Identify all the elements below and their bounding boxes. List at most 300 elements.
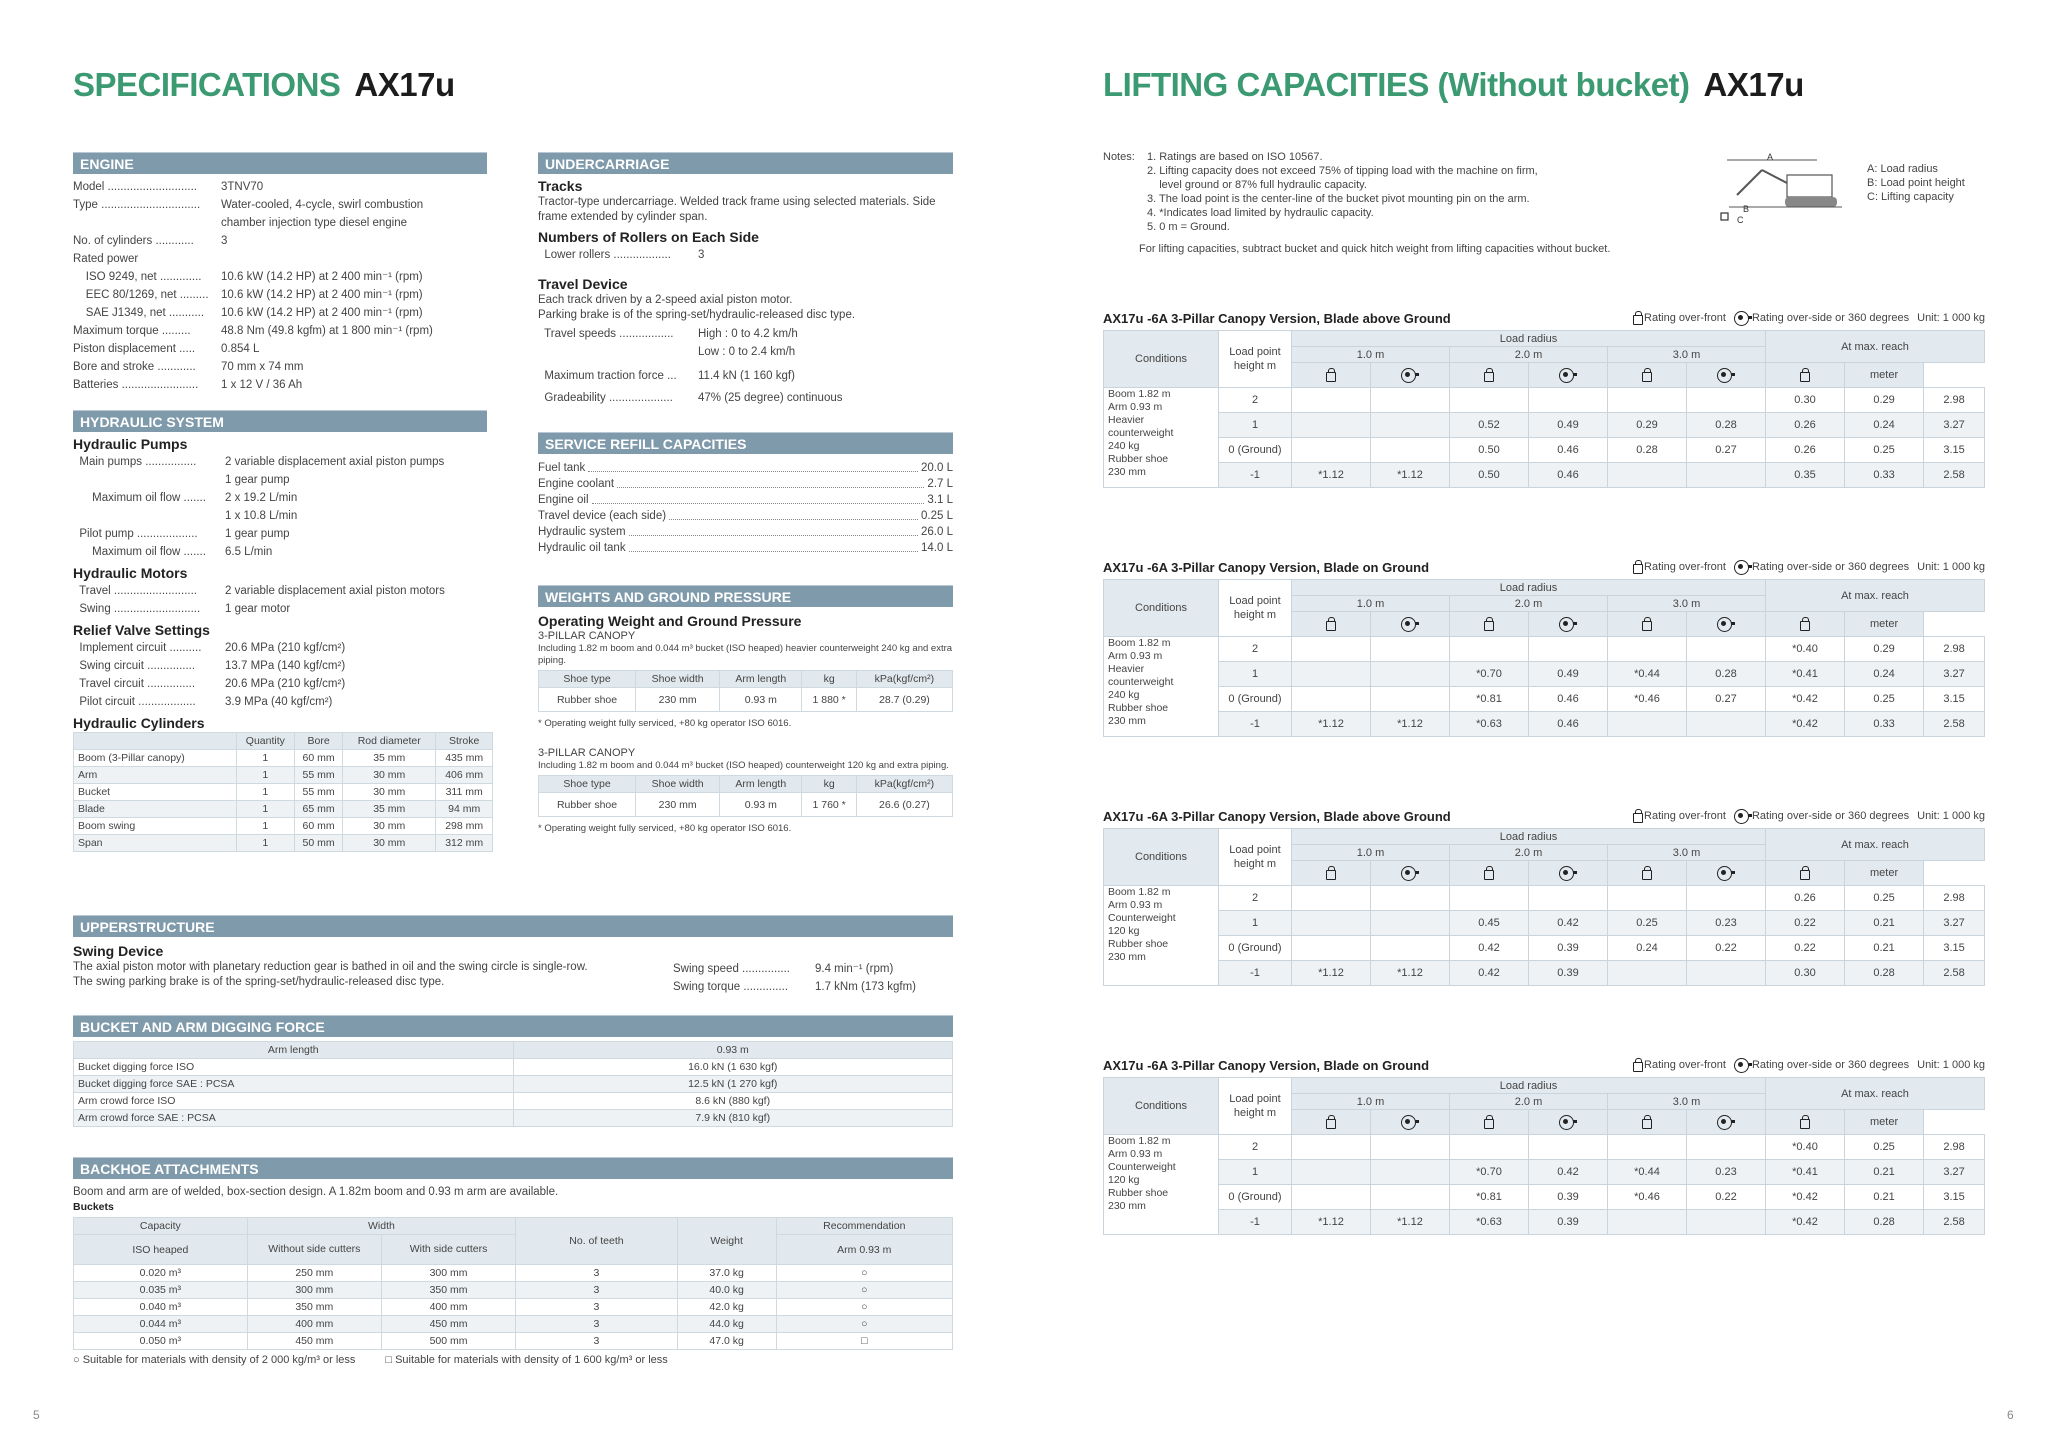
cyl-cell: Blade: [74, 801, 237, 818]
conditions-header: Conditions: [1104, 829, 1219, 886]
notes-lines: [1147, 150, 1707, 240]
capacity-cell: 3.27: [1924, 413, 1985, 438]
capacity-cell: 0.29: [1608, 413, 1687, 438]
table-header-row: [539, 671, 953, 688]
unit-label: Unit: 1 000 kg: [1917, 312, 1985, 324]
capacity-cell: 2.98: [1924, 637, 1985, 662]
capacity-cell: *1.12: [1371, 463, 1450, 488]
radius-header: 1.0 m: [1292, 347, 1450, 363]
spec-label: Main pumps ................: [73, 456, 197, 468]
over-side-icon: [1401, 617, 1419, 631]
load-radius-header: Load radius: [1292, 580, 1766, 596]
upperstructure-section: [73, 915, 953, 996]
spec-row: [538, 343, 953, 361]
capacity-cell: *1.12: [1292, 1210, 1371, 1235]
capacity-cell: 0.42: [1450, 961, 1529, 986]
table-row: [74, 1333, 953, 1350]
h-rec: Recommendation: [776, 1218, 952, 1235]
weight-cell: Rubber shoe: [539, 688, 636, 712]
over-side-icon-tab: [1415, 1120, 1419, 1123]
over-side-icon-tab: [1748, 814, 1752, 817]
spec-value: 70 mm x 74 mm: [221, 361, 304, 373]
spec-label: SAE J1349, net ...........: [73, 307, 205, 319]
spec-label: Lower rollers ..................: [538, 249, 671, 261]
bucket-cell: 300 mm: [247, 1282, 381, 1299]
capacity-cell: [1292, 388, 1371, 413]
refill-label: Engine coolant: [538, 478, 615, 490]
table-row: [74, 767, 493, 784]
spec-row: [73, 525, 487, 543]
tracks-title: Tracks: [538, 178, 583, 194]
condition-line: 230 mm: [1108, 951, 1146, 963]
capacity-cell: 0.25: [1845, 438, 1924, 463]
table-row: [74, 835, 493, 852]
relief-rows: [73, 639, 487, 711]
digging-section: [73, 1015, 953, 1127]
weight-cell: Rubber shoe: [539, 793, 636, 817]
h-iso: ISO heaped: [74, 1235, 248, 1265]
bucket-cell: ○: [776, 1316, 952, 1333]
radius-header: 3.0 m: [1608, 1094, 1766, 1110]
refill-label: Engine oil: [538, 494, 589, 506]
note-line: level ground or 87% full hydraulic capacity.: [1147, 179, 1367, 191]
load-point-cell: -1: [1219, 712, 1292, 737]
capacity-cell: *0.46: [1608, 1185, 1687, 1210]
capacity-cell: *0.42: [1766, 1185, 1845, 1210]
capacity-cell: 0.24: [1845, 413, 1924, 438]
spec-label: Travel speeds .................: [538, 328, 674, 340]
condition-line: Rubber shoe: [1108, 1187, 1169, 1199]
digging-value: 16.0 kN (1 630 kgf): [513, 1059, 953, 1076]
over-front-col: [1292, 612, 1371, 637]
bucket-cell: 37.0 kg: [677, 1265, 776, 1282]
table-row: [1104, 911, 1985, 936]
spec-row: [73, 693, 487, 711]
bucket-cell: 450 mm: [247, 1333, 381, 1350]
lift-table: [1103, 828, 1985, 986]
rating-front-label: Rating over-front: [1644, 311, 1726, 324]
table-row: [74, 1299, 953, 1316]
capacity-cell: [1450, 637, 1529, 662]
table-row: [74, 1076, 953, 1093]
capacity-cell: [1450, 1135, 1529, 1160]
conditions-cell: [1104, 637, 1219, 737]
load-point-cell: 0 (Ground): [1219, 936, 1292, 961]
refill-value: 14.0 L: [921, 542, 953, 554]
condition-line: 230 mm: [1108, 466, 1146, 478]
h-arm: Arm 0.93 m: [776, 1235, 952, 1265]
capacity-cell: [1608, 1210, 1687, 1235]
capacity-cell: [1292, 936, 1371, 961]
capacity-cell: [1687, 388, 1766, 413]
weight-block-name: 3-PILLAR CANOPY: [538, 630, 636, 642]
spec-value: 20.6 MPa (210 kgf/cm²): [225, 642, 346, 654]
condition-line: Rubber shoe: [1108, 702, 1169, 714]
digging-table: [73, 1041, 953, 1127]
weight-header-cell: Shoe type: [539, 776, 636, 793]
condition-line: Counterweight: [1108, 912, 1176, 924]
swing-text-1: The axial piston motor with planetary reduction gear is bathed in oil and the swing circle is single-row.: [73, 961, 588, 973]
spec-label: [73, 471, 225, 489]
capacity-cell: *0.81: [1450, 687, 1529, 712]
table-row: [74, 1059, 953, 1076]
over-side-icon-tab: [1573, 1120, 1577, 1123]
weight-header-cell: Arm length: [720, 671, 802, 688]
bucket-cell: 350 mm: [381, 1282, 515, 1299]
over-side-icon-tab: [1731, 1120, 1735, 1123]
over-front-icon: [1326, 1115, 1337, 1129]
spec-row: [73, 453, 487, 471]
cyl-cell: Boom swing: [74, 818, 237, 835]
spec-row: [538, 389, 953, 407]
table-row: [74, 1265, 953, 1282]
excavator-diagram: [1707, 150, 1857, 240]
cyl-cell: 1: [236, 767, 294, 784]
meter-header: meter: [1845, 363, 1924, 388]
refill-row: [538, 476, 953, 492]
spec-label: Swing ...........................: [73, 603, 201, 615]
travel-title: Travel Device: [538, 276, 628, 292]
condition-line: Counterweight: [1108, 1161, 1176, 1173]
over-side-icon-tab: [1748, 1063, 1752, 1066]
load-point-cell: 1: [1219, 911, 1292, 936]
bucket-cell: 44.0 kg: [677, 1316, 776, 1333]
over-side-icon: [1717, 368, 1735, 382]
capacity-cell: [1371, 662, 1450, 687]
bucket-cell: 3: [516, 1316, 678, 1333]
radius-header: 3.0 m: [1608, 596, 1766, 612]
capacity-cell: *0.70: [1450, 662, 1529, 687]
refill-value: 3.1 L: [927, 494, 953, 506]
radius-header: 2.0 m: [1450, 1094, 1608, 1110]
over-front-icon: [1484, 1115, 1495, 1129]
weight-note: * Operating weight fully serviced, +80 kg operator ISO 6016.: [538, 718, 792, 729]
left-page-title: SPECIFICATIONS AX17u: [73, 66, 455, 103]
weight-header-cell: kPa(kgf/cm²): [856, 671, 952, 688]
lift-table-header: [1103, 1055, 1985, 1075]
capacity-cell: 3.15: [1924, 936, 1985, 961]
capacity-cell: 0.24: [1608, 936, 1687, 961]
cyl-cell: 1: [236, 784, 294, 801]
weight-header-cell: kPa(kgf/cm²): [856, 776, 952, 793]
capacity-cell: *0.41: [1766, 1160, 1845, 1185]
page-number-left: 5: [33, 1408, 40, 1422]
capacity-cell: [1292, 637, 1371, 662]
spec-value: 10.6 kW (14.2 HP) at 2 400 min⁻¹ (rpm): [221, 271, 423, 283]
capacity-cell: *1.12: [1371, 1210, 1450, 1235]
spec-value: 0.854 L: [221, 343, 260, 355]
over-front-icon: [1800, 368, 1811, 382]
spec-value: 20.6 MPa (210 kgf/cm²): [225, 678, 346, 690]
conditions-cell: [1104, 886, 1219, 986]
capacity-cell: [1292, 1185, 1371, 1210]
weight-cell: 0.93 m: [720, 688, 802, 712]
condition-line: Arm 0.93 m: [1108, 899, 1163, 911]
refill-dots: [617, 476, 924, 488]
spec-value: 1 x 10.8 L/min: [225, 510, 298, 522]
condition-line: Boom 1.82 m: [1108, 886, 1171, 898]
spec-row: [73, 582, 487, 600]
spec-label: Swing speed ...............: [673, 963, 790, 975]
spec-value: chamber injection type diesel engine: [221, 217, 408, 229]
table-header-row: [1104, 331, 1985, 347]
spec-label: Pilot pump ...................: [73, 528, 198, 540]
spec-label: Implement circuit ..........: [73, 642, 202, 654]
condition-line: Boom 1.82 m: [1108, 388, 1171, 400]
capacity-cell: [1371, 936, 1450, 961]
over-side-col: [1529, 861, 1608, 886]
capacity-cell: [1529, 637, 1608, 662]
over-front-col: [1608, 363, 1687, 388]
over-front-icon: [1484, 368, 1495, 382]
rating-side-label: Rating over-side or 360 degrees: [1751, 311, 1910, 324]
cyl-cell: 312 mm: [436, 835, 493, 852]
bucket-cell: 0.020 m³: [74, 1265, 248, 1282]
capacity-cell: *0.41: [1766, 662, 1845, 687]
refill-row: [538, 524, 953, 540]
capacity-cell: 3.15: [1924, 438, 1985, 463]
over-side-col: [1371, 363, 1450, 388]
lift-table: [1103, 330, 1985, 488]
spec-label: Piston displacement .....: [73, 343, 196, 355]
capacity-cell: 0.42: [1450, 936, 1529, 961]
refill-dots: [629, 540, 918, 552]
spec-row: [73, 507, 487, 525]
capacity-cell: [1371, 1185, 1450, 1210]
load-point-cell: 2: [1219, 388, 1292, 413]
spec-label: Travel circuit ...............: [73, 678, 196, 690]
cyl-cell: 55 mm: [295, 784, 343, 801]
conditions-header: Conditions: [1104, 580, 1219, 637]
digging-head-value: 0.93 m: [513, 1042, 953, 1059]
note-line: 5. 0 m = Ground.: [1147, 221, 1230, 233]
h-width: Width: [247, 1218, 515, 1235]
capacity-cell: 3.27: [1924, 911, 1985, 936]
spec-value: 48.8 Nm (49.8 kgfm) at 1 800 min⁻¹ (rpm): [221, 325, 433, 337]
condition-line: 120 kg: [1108, 925, 1140, 937]
refill-value: 26.0 L: [921, 526, 953, 538]
rating-side-legend: [1734, 560, 1909, 574]
spec-label: Maximum oil flow .......: [73, 492, 206, 504]
note-line: 1. Ratings are based on ISO 10567.: [1147, 151, 1323, 163]
capacity-cell: 0.21: [1845, 936, 1924, 961]
capacity-cell: [1371, 687, 1450, 712]
capacity-cell: [1687, 961, 1766, 986]
capacity-cell: [1608, 1135, 1687, 1160]
capacity-cell: 0.46: [1529, 438, 1608, 463]
bucket-cell: 40.0 kg: [677, 1282, 776, 1299]
capacity-cell: 2.58: [1924, 961, 1985, 986]
spec-row: [73, 543, 487, 561]
load-point-cell: 2: [1219, 886, 1292, 911]
bucket-cell: 450 mm: [381, 1316, 515, 1333]
over-front-icon: [1633, 809, 1644, 823]
spec-label: Pilot circuit ..................: [73, 696, 196, 708]
load-point-cell: 2: [1219, 1135, 1292, 1160]
over-front-col: [1766, 1110, 1845, 1135]
meter-header: meter: [1845, 1110, 1924, 1135]
capacity-cell: [1292, 1160, 1371, 1185]
over-front-col: [1766, 363, 1845, 388]
capacity-cell: [1371, 911, 1450, 936]
over-side-icon-tab: [1748, 565, 1752, 568]
spec-row: [673, 960, 916, 978]
capacity-cell: [1687, 463, 1766, 488]
lift-table-block: [1103, 1055, 1985, 1235]
capacity-cell: 0.22: [1687, 936, 1766, 961]
table-row: [74, 1282, 953, 1299]
spec-label: Swing torque ..............: [673, 981, 789, 993]
pumps-title: Hydraulic Pumps: [73, 436, 188, 452]
undercarriage-header: UNDERCARRIAGE: [538, 152, 953, 174]
over-front-icon: [1633, 560, 1644, 574]
capacity-cell: 0.49: [1529, 413, 1608, 438]
h-weight: Weight: [677, 1218, 776, 1265]
spec-label: Maximum torque .........: [73, 325, 191, 337]
spec-row: [73, 358, 487, 376]
capacity-cell: 0.26: [1766, 438, 1845, 463]
spec-value: 3: [698, 249, 705, 261]
over-side-icon: [1401, 866, 1419, 880]
capacity-cell: [1292, 687, 1371, 712]
weight-header-cell: Shoe type: [539, 671, 636, 688]
capacity-cell: [1608, 886, 1687, 911]
capacity-cell: *1.12: [1371, 712, 1450, 737]
spec-row: [73, 304, 487, 322]
diag-c: C: [1737, 215, 1744, 225]
over-side-col: [1687, 612, 1766, 637]
rating-side-label: Rating over-side or 360 degrees: [1751, 560, 1910, 573]
over-side-icon-tab: [1731, 373, 1735, 376]
meter-header: meter: [1845, 612, 1924, 637]
bucket-cell: 3: [516, 1265, 678, 1282]
diagram-legend-item: B: Load point height: [1867, 177, 1965, 189]
rating-front-label: Rating over-front: [1644, 809, 1726, 822]
over-side-icon-tab: [1731, 871, 1735, 874]
capacity-cell: 0.25: [1608, 911, 1687, 936]
conditions-header: Conditions: [1104, 331, 1219, 388]
over-side-icon: [1734, 1058, 1752, 1072]
load-point-cell: 2: [1219, 637, 1292, 662]
capacity-cell: *1.12: [1292, 961, 1371, 986]
over-side-icon-tab: [1573, 373, 1577, 376]
note-line: 2. Lifting capacity does not exceed 75% of tipping load with the machine on firm,: [1147, 165, 1538, 177]
over-side-icon-tab: [1573, 871, 1577, 874]
capacity-cell: [1292, 413, 1371, 438]
capacity-cell: *0.44: [1608, 1160, 1687, 1185]
spec-row: [538, 325, 953, 343]
cyl-cell: 60 mm: [295, 818, 343, 835]
rating-side-legend: [1734, 311, 1909, 325]
table-row: [74, 1316, 953, 1333]
spec-row: [73, 340, 487, 358]
capacity-cell: [1371, 886, 1450, 911]
spec-row: [538, 367, 953, 385]
capacity-cell: [1687, 886, 1766, 911]
digging-label: Bucket digging force SAE : PCSA: [74, 1076, 514, 1093]
over-front-col: [1450, 612, 1529, 637]
capacity-cell: [1450, 388, 1529, 413]
condition-line: Arm 0.93 m: [1108, 1148, 1163, 1160]
spec-value: 6.5 L/min: [225, 546, 273, 558]
condition-line: Heavier: [1108, 663, 1145, 675]
spec-value: 10.6 kW (14.2 HP) at 2 400 min⁻¹ (rpm): [221, 289, 423, 301]
refill-label: Fuel tank: [538, 462, 586, 474]
radius-header: 3.0 m: [1608, 347, 1766, 363]
swing-device-title: Swing Device: [73, 943, 164, 959]
table-row: [1104, 936, 1985, 961]
refill-label: Hydraulic system: [538, 526, 626, 538]
table-header-row: [1104, 829, 1985, 845]
notes-label: Notes:: [1103, 151, 1135, 163]
bucket-cell: 500 mm: [381, 1333, 515, 1350]
swing-rows: [673, 960, 916, 996]
capacity-cell: 0.52: [1450, 413, 1529, 438]
refill-value: 2.7 L: [927, 478, 953, 490]
capacity-cell: *1.12: [1292, 463, 1371, 488]
capacity-cell: [1371, 1135, 1450, 1160]
capacity-cell: 0.33: [1845, 712, 1924, 737]
travel-rows: [538, 325, 953, 407]
capacity-cell: [1371, 413, 1450, 438]
weight-block-name: 3-PILLAR CANOPY: [538, 747, 636, 759]
capacity-cell: 2.58: [1924, 1210, 1985, 1235]
capacity-cell: 0.21: [1845, 911, 1924, 936]
table-row: [1104, 1210, 1985, 1235]
cyl-header-cell: Rod diameter: [343, 733, 436, 750]
backhoe-header: BACKHOE ATTACHMENTS: [73, 1157, 953, 1179]
spec-value: 13.7 MPa (140 kgf/cm²): [225, 660, 346, 672]
over-side-col: [1687, 1110, 1766, 1135]
spec-row: [673, 978, 916, 996]
diag-a: A: [1767, 152, 1774, 162]
backhoe-text: Boom and arm are of welded, box-section design. A 1.82m boom and 0.93 m arm are available.: [73, 1186, 559, 1198]
over-front-col: [1608, 1110, 1687, 1135]
load-point-cell: -1: [1219, 1210, 1292, 1235]
over-front-col: [1608, 861, 1687, 886]
over-side-icon: [1734, 311, 1752, 325]
digging-label: Arm crowd force SAE : PCSA: [74, 1110, 514, 1127]
hydraulic-section: [73, 410, 487, 852]
spec-label: Gradeability ....................: [538, 392, 673, 404]
unit-label: Unit: 1 000 kg: [1917, 561, 1985, 573]
capacity-cell: 0.26: [1766, 413, 1845, 438]
capacity-cell: [1608, 961, 1687, 986]
condition-line: Rubber shoe: [1108, 453, 1169, 465]
spec-label: Batteries ........................: [73, 379, 199, 391]
bucket-cell: 350 mm: [247, 1299, 381, 1316]
spec-row: [73, 600, 487, 618]
capacity-cell: 0.21: [1845, 1185, 1924, 1210]
over-side-col: [1687, 861, 1766, 886]
capacity-cell: 0.42: [1529, 1160, 1608, 1185]
capacity-cell: 0.28: [1687, 413, 1766, 438]
weight-block: [538, 747, 953, 836]
capacity-cell: *0.42: [1766, 712, 1845, 737]
cyl-header-cell: Quantity: [236, 733, 294, 750]
capacity-cell: 3.15: [1924, 687, 1985, 712]
capacity-cell: [1292, 886, 1371, 911]
weights-title: Operating Weight and Ground Pressure: [538, 613, 802, 629]
lift-table-header: [1103, 806, 1985, 826]
undercarriage-section: [538, 152, 953, 407]
capacity-cell: 0.42: [1529, 911, 1608, 936]
bucket-cell: 3: [516, 1333, 678, 1350]
over-side-icon: [1559, 866, 1577, 880]
digging-value: 7.9 kN (810 kgf): [513, 1110, 953, 1127]
spec-row: [73, 376, 487, 394]
over-side-icon: [1717, 1115, 1735, 1129]
